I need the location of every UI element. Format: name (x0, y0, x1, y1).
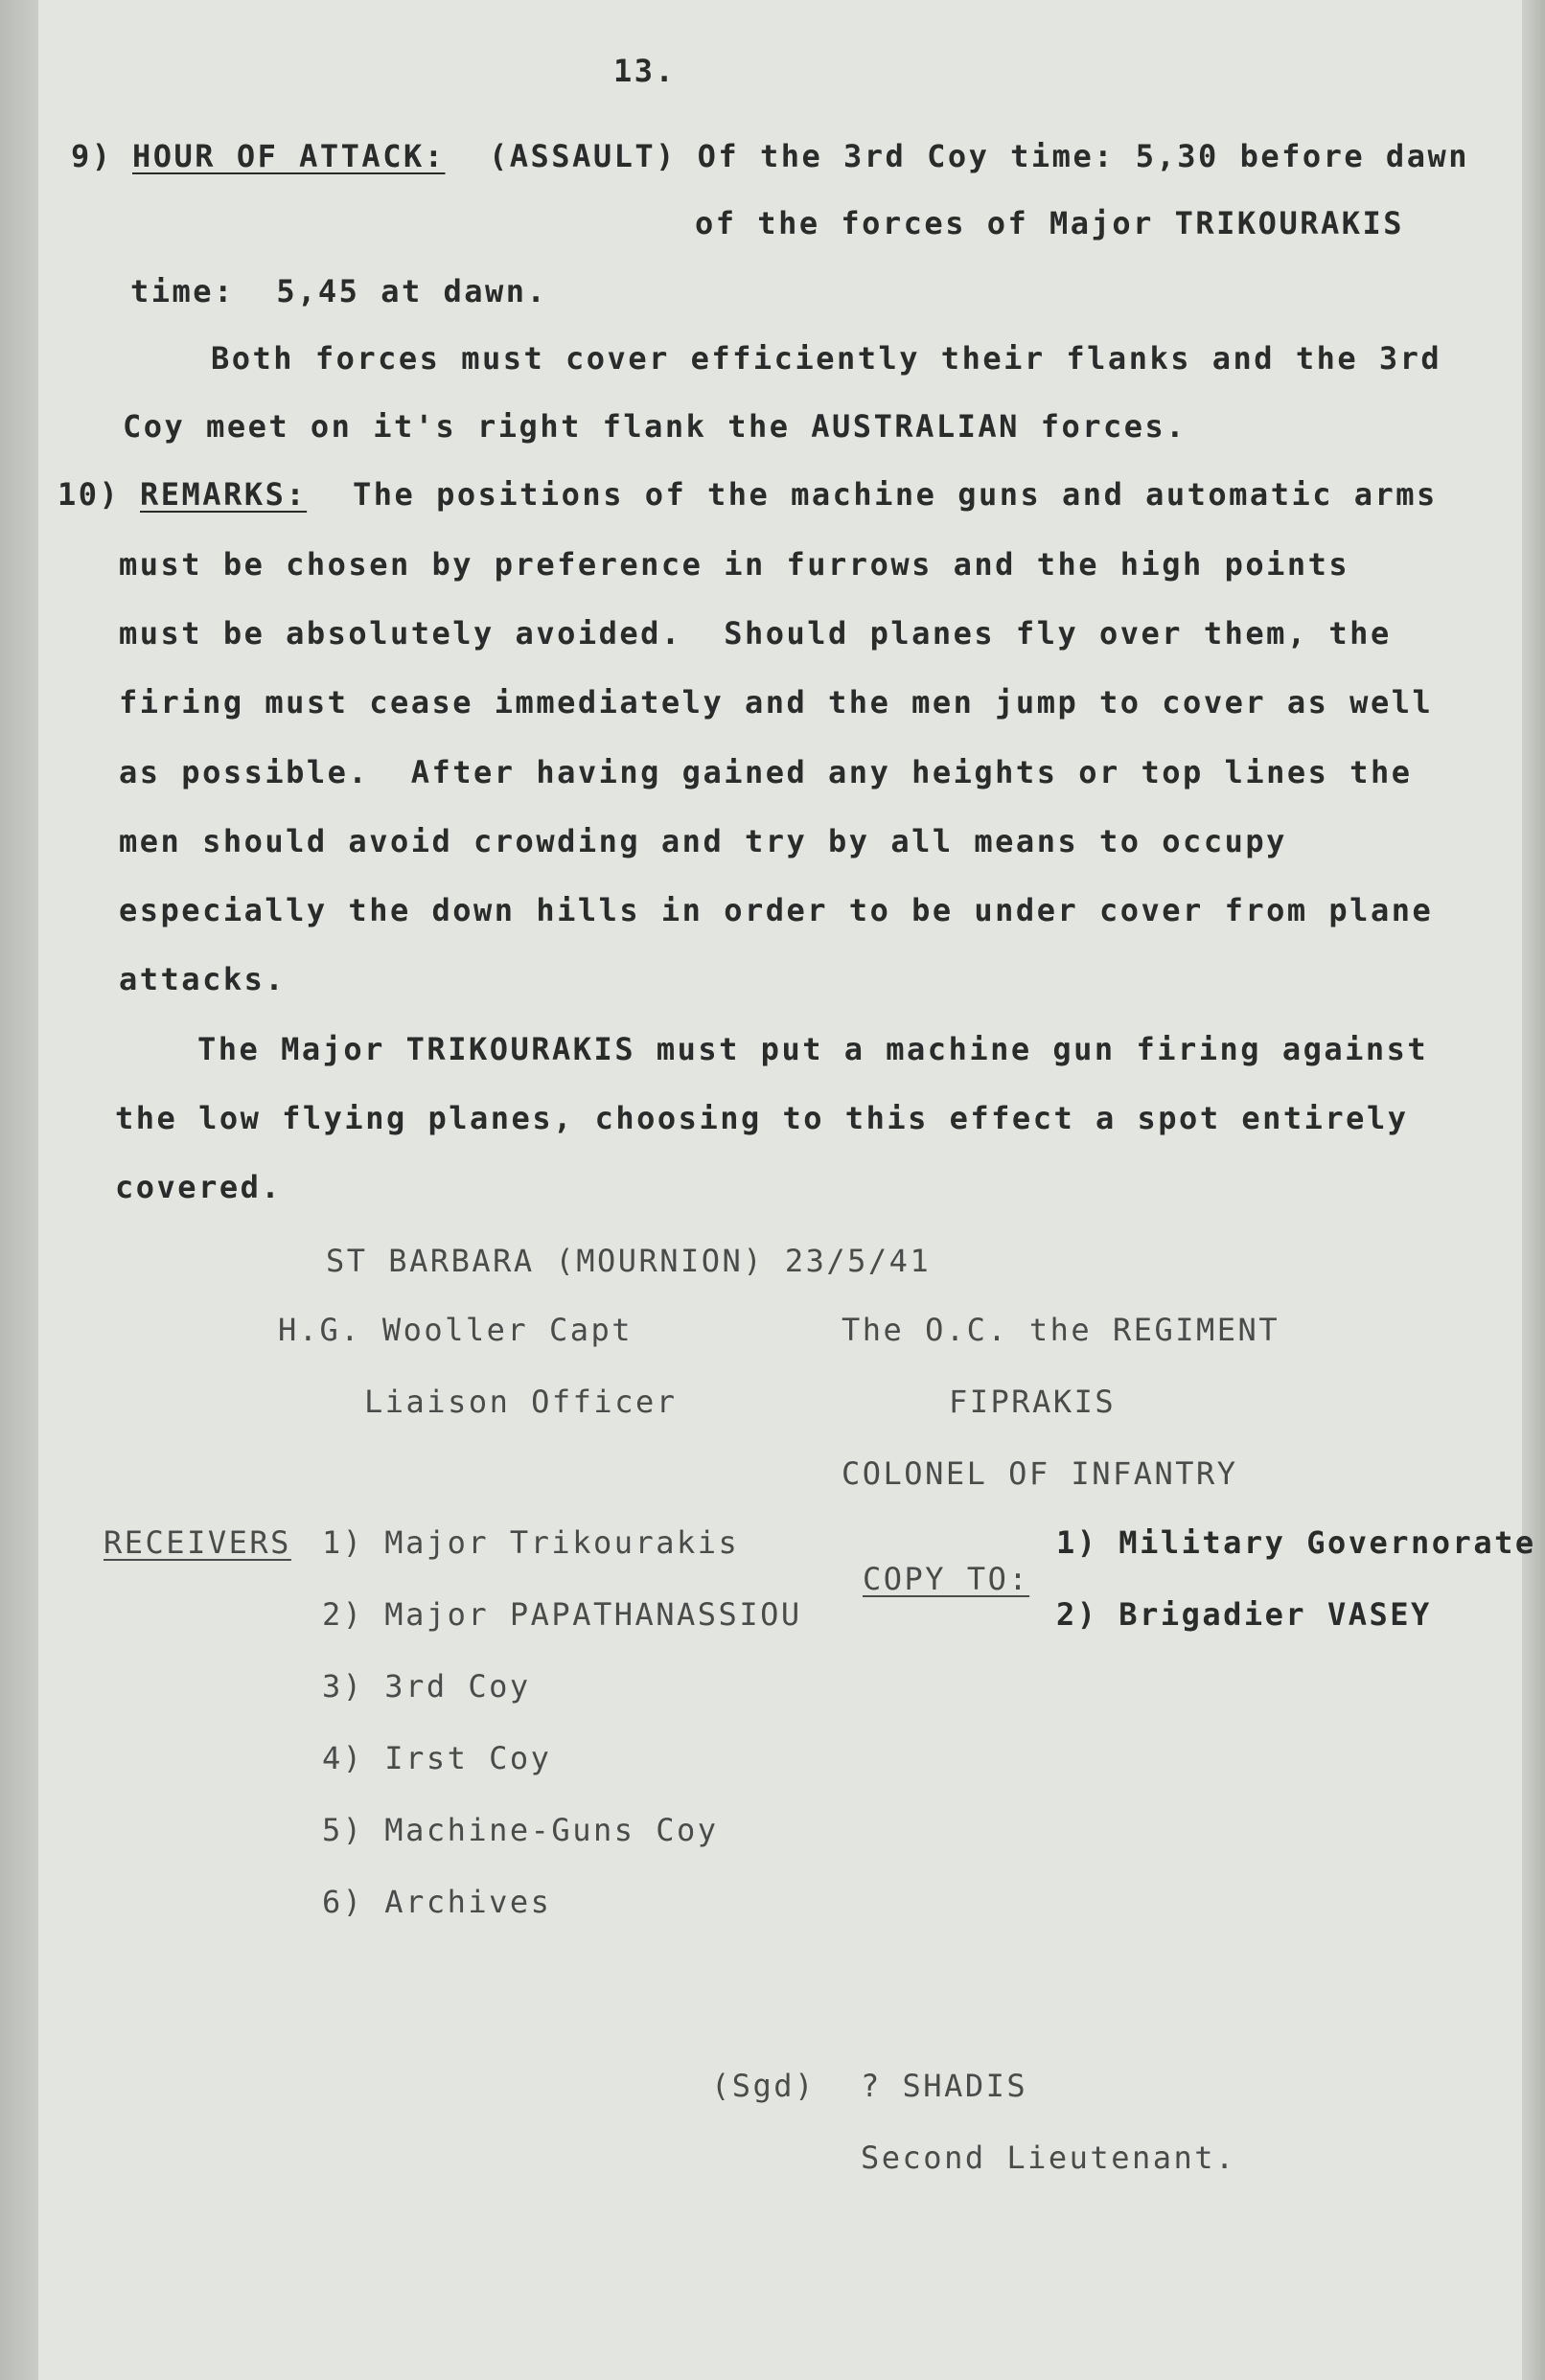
section-9-line-3: time: 5,45 at dawn. (130, 273, 548, 309)
signatory-right-line-3: COLONEL OF INFANTRY (842, 1455, 1238, 1492)
section-10-body-line: attacks. (119, 961, 287, 997)
section-9-heading: HOUR OF ATTACK: (132, 138, 446, 174)
receiver-item: 6) Archives (322, 1884, 552, 1920)
copy-to-item: 1) Military Governorate (1056, 1524, 1536, 1561)
section-9-number: 9) (71, 138, 113, 174)
signatory-left-name: H.G. Wooller Capt (278, 1312, 634, 1348)
signature-name: ? SHADIS (861, 2068, 1028, 2104)
receiver-item: 2) Major PAPATHANASSIOU (322, 1596, 802, 1633)
signature-rank: Second Lieutenant. (861, 2140, 1236, 2176)
receiver-item: 4) Irst Coy (322, 1740, 552, 1776)
copy-to-label: COPY TO: (863, 1561, 1030, 1597)
copy-to-item: 2) Brigadier VASEY (1056, 1596, 1432, 1633)
section-9-paragraph-line-2: Coy meet on it's right flank the AUSTRALIAN forces. (123, 408, 1188, 445)
place-date: ST BARBARA (MOURNION) 23/5/41 (326, 1243, 932, 1279)
section-10-number: 10) (58, 476, 121, 513)
receiver-item: 5) Machine-Guns Coy (322, 1812, 719, 1848)
section-10-para2-line: The Major TRIKOURAKIS must put a machine gun firing against (197, 1031, 1429, 1067)
section-10-heading: REMARKS: (140, 476, 308, 513)
section-10-para2-line: the low flying planes, choosing to this effect a spot entirely (115, 1100, 1409, 1136)
section-10-body-line: especially the down hills in order to be under cover from plane (119, 892, 1434, 928)
receivers-label: RECEIVERS (104, 1524, 291, 1561)
section-10-body-line: must be chosen by preference in furrows and the high points (119, 546, 1350, 583)
section-10-body-line: must be absolutely avoided. Should planes fly over them, the (119, 615, 1392, 652)
page-number: 13. (613, 53, 677, 89)
section-10-body-line: firing must cease immediately and the men jump to cover as well (119, 684, 1434, 721)
section-9-line-1: (ASSAULT) Of the 3rd Coy time: 5,30 before dawn (489, 138, 1469, 174)
section-10-body-line: as possible. After having gained any heights or top lines the (119, 754, 1413, 790)
page-shadow-right (1522, 0, 1545, 2380)
receiver-item: 1) Major Trikourakis (322, 1524, 740, 1561)
section-9-paragraph-line-1: Both forces must cover efficiently their flanks and the 3rd (211, 340, 1442, 377)
signatory-left-title: Liaison Officer (364, 1384, 678, 1420)
signatory-right-line-1: The O.C. the REGIMENT (842, 1312, 1280, 1348)
document-page (38, 0, 1536, 2380)
section-10-body-line: men should avoid crowding and try by all means to occupy (119, 823, 1287, 859)
signed-marker: (Sgd) (711, 2068, 816, 2104)
section-9-line-2: of the forces of Major TRIKOURAKIS (695, 205, 1405, 241)
section-10-line-1: The positions of the machine guns and automatic arms (353, 476, 1438, 513)
signatory-right-line-2: FIPRAKIS (949, 1384, 1117, 1420)
receiver-item: 3) 3rd Coy (322, 1668, 531, 1705)
section-10-para2-line: covered. (115, 1169, 283, 1205)
